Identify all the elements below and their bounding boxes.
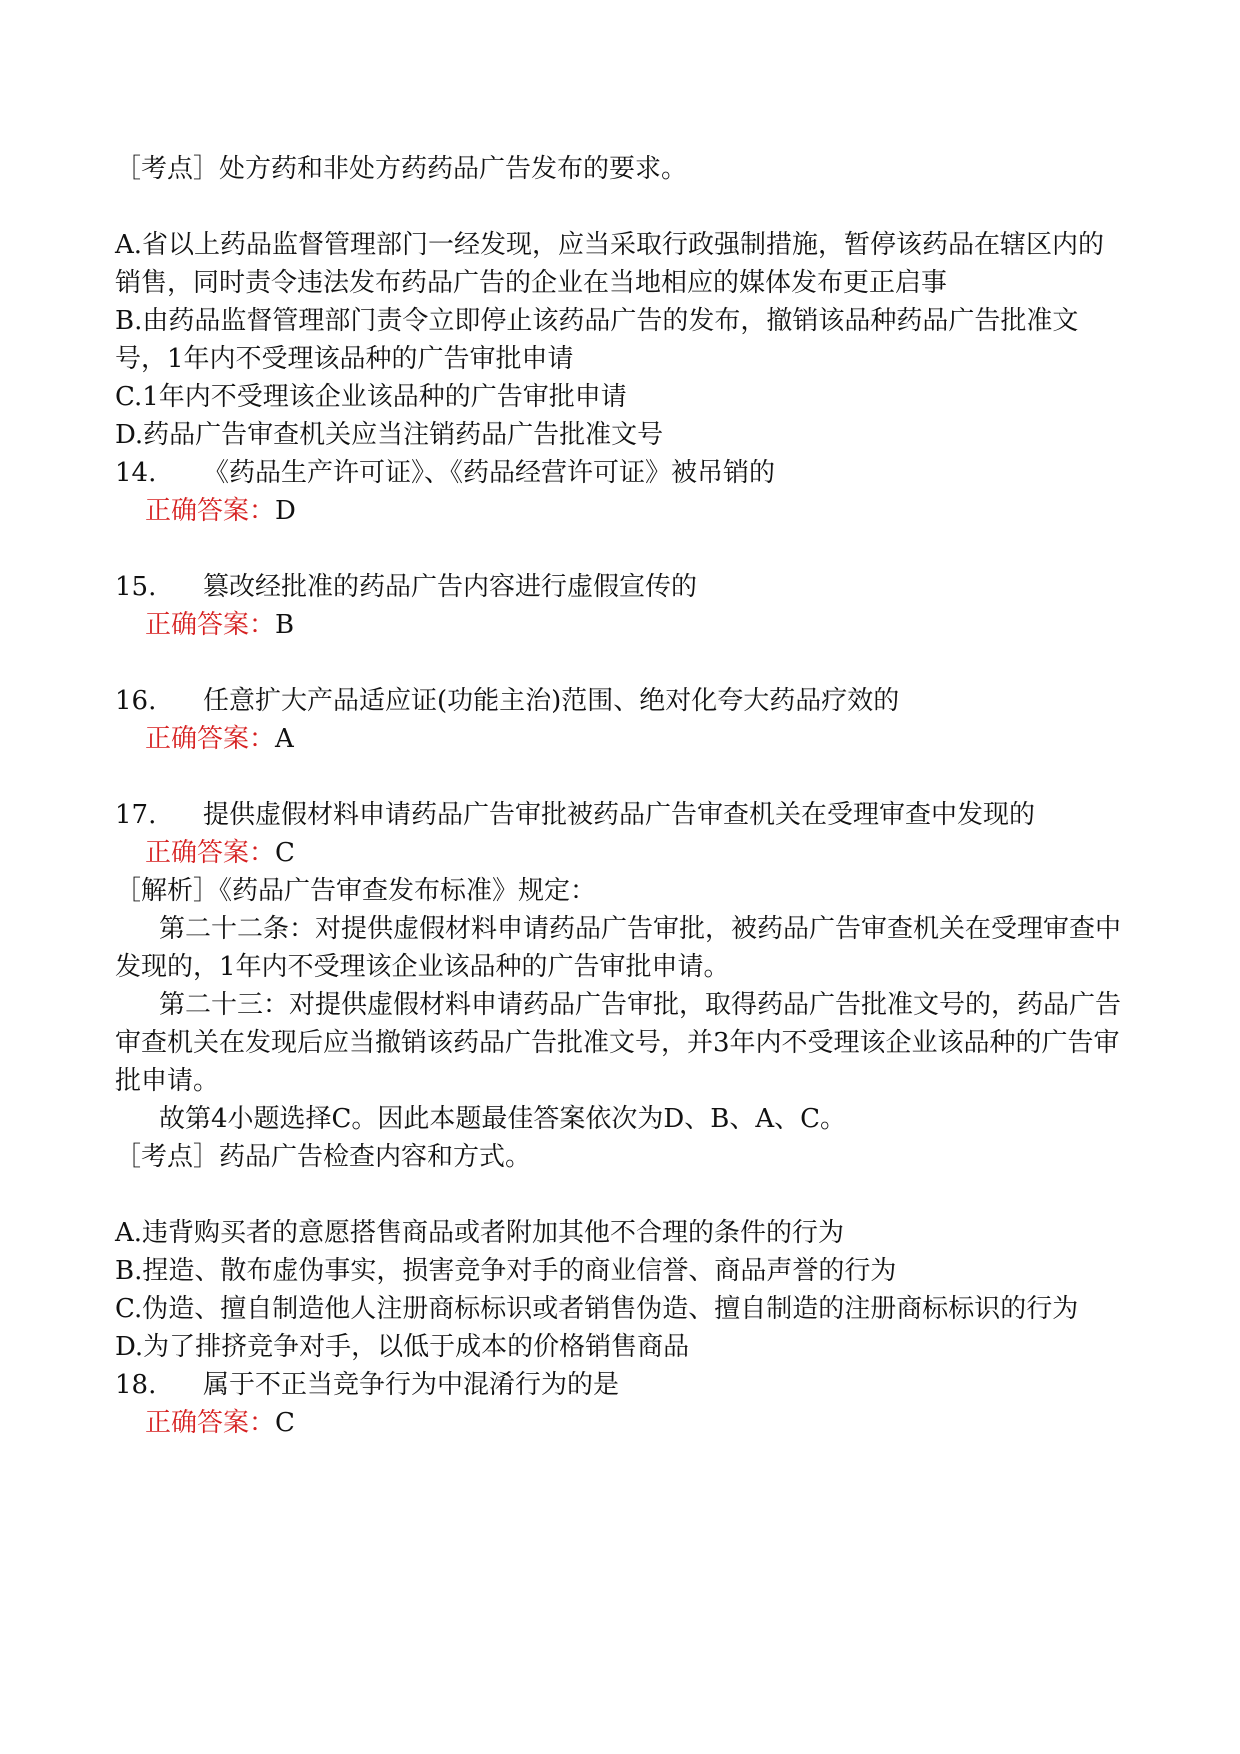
- answer-value: C: [275, 1408, 295, 1438]
- question-text: 属于不正当竞争行为中混淆行为的是: [203, 1370, 620, 1400]
- option-d: D.为了排挤竞争对手，以低于成本的价格销售商品: [115, 1332, 690, 1362]
- kaodian-note: ［考点］处方药和非处方药药品广告发布的要求。: [115, 154, 688, 184]
- question-number: 15.: [115, 572, 157, 602]
- analysis-paragraph: 故第4小题选择C。因此本题最佳答案依次为D、B、A、C。: [159, 1104, 847, 1134]
- blank-line: [115, 530, 1125, 568]
- option-b: B.由药品监督管理部门责令立即停止该药品广告的发布，撤销该品种药品广告批准文号，1年内不受理该品种的广告审批申请: [115, 306, 1079, 374]
- question-text: 《药品生产许可证》、《药品经营许可证》被吊销的: [203, 458, 776, 488]
- option-c: C.伪造、擅自制造他人注册商标标识或者销售伪造、擅自制造的注册商标标识的行为: [115, 1294, 1079, 1324]
- answer-label: 正确答案：: [145, 724, 276, 754]
- answer-label: 正确答案：: [145, 1408, 276, 1438]
- question-text: 提供虚假材料申请药品广告审批被药品广告审查机关在受理审查中发现的: [203, 800, 1036, 830]
- answer-16: [115, 720, 1125, 758]
- question-16: [115, 682, 1125, 720]
- option-a: A.省以上药品监督管理部门一经发现，应当采取行政强制措施，暂停该药品在辖区内的销售，同时责令违法发布药品广告的企业在当地相应的媒体发布更正启事: [115, 230, 1105, 298]
- question-text: 篡改经批准的药品广告内容进行虚假宣传的: [203, 572, 698, 602]
- answer-18: [115, 1404, 1125, 1442]
- answer-14: [115, 492, 1125, 530]
- answer-label: 正确答案：: [145, 496, 276, 526]
- answer-15: [115, 606, 1125, 644]
- blank-line: [115, 644, 1125, 682]
- option-a: A.违背购买者的意愿搭售商品或者附加其他不合理的条件的行为: [115, 1218, 845, 1248]
- answer-17: [115, 834, 1125, 872]
- answer-label: 正确答案：: [145, 610, 276, 640]
- analysis-title: ［解析］《药品广告审查发布标准》规定：: [115, 876, 597, 906]
- question-15: [115, 568, 1125, 606]
- question-text: 任意扩大产品适应证(功能主治)范围、绝对化夸大药品疗效的: [203, 686, 900, 716]
- answer-value: B: [275, 610, 295, 640]
- document-content: [115, 150, 1125, 1442]
- kaodian-note: ［考点］药品广告检查内容和方式。: [115, 1142, 532, 1172]
- question-number: 17.: [115, 800, 157, 830]
- question-number: 14.: [115, 458, 157, 488]
- blank-line: [115, 188, 1125, 226]
- answer-value: C: [275, 838, 295, 868]
- answer-value: A: [275, 724, 294, 754]
- question-14: [115, 454, 1125, 492]
- question-number: 16.: [115, 686, 157, 716]
- option-c: C.1年内不受理该企业该品种的广告审批申请: [115, 382, 627, 412]
- blank-line: [115, 758, 1125, 796]
- analysis-paragraph: 第二十三：对提供虚假材料申请药品广告审批，取得药品广告批准文号的，药品广告审查机关在发现后应当撤销该药品广告批准文号，并3年内不受理该企业该品种的广告审批申请。: [115, 990, 1122, 1096]
- answer-label: 正确答案：: [145, 838, 276, 868]
- blank-line: [115, 1176, 1125, 1214]
- analysis-paragraph: 第二十二条：对提供虚假材料申请药品广告审批，被药品广告审查机关在受理审查中发现的，1年内不受理该企业该品种的广告审批申请。: [115, 914, 1122, 982]
- question-18: [115, 1366, 1125, 1404]
- option-b: B.捏造、散布虚伪事实，损害竞争对手的商业信誉、商品声誉的行为: [115, 1256, 897, 1286]
- answer-value: D: [275, 496, 296, 526]
- question-17: [115, 796, 1125, 834]
- option-d: D.药品广告审查机关应当注销药品广告批准文号: [115, 420, 664, 450]
- question-number: 18.: [115, 1370, 157, 1400]
